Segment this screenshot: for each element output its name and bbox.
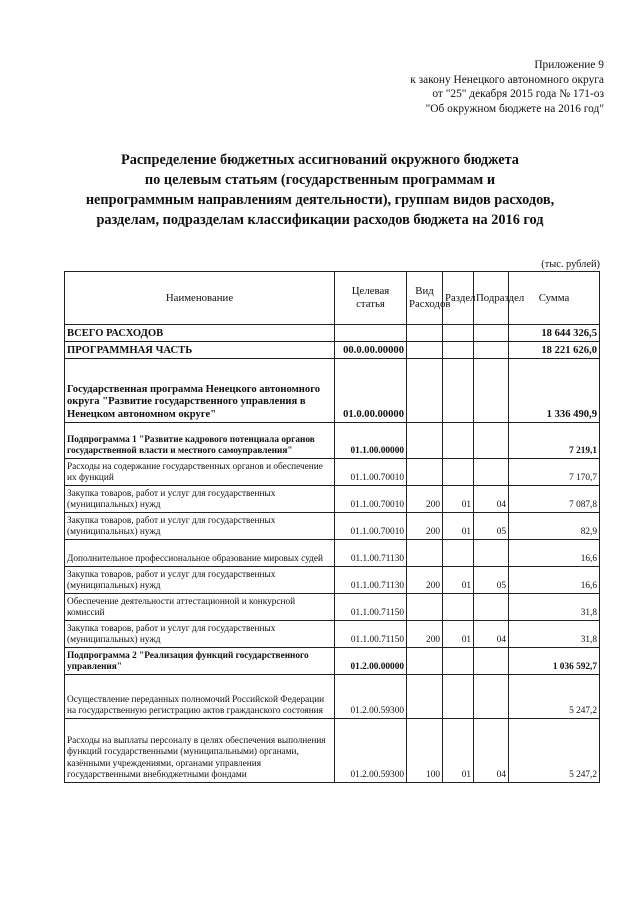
row-subsection	[474, 594, 509, 621]
row-sum: 1 336 490,9	[509, 359, 600, 423]
table-row	[65, 423, 600, 459]
row-sum: 82,9	[509, 513, 600, 540]
row-code: 01.1.00.00000	[335, 423, 407, 459]
header-target-article: Целевая статья	[335, 272, 407, 325]
row-kind: 200	[407, 513, 443, 540]
row-subsection: 04	[474, 621, 509, 648]
header-sum: Сумма	[509, 272, 600, 325]
row-section	[443, 540, 474, 567]
title-line-2: по целевым статьям (государственным программам и	[144, 172, 496, 188]
header-name: Наименование	[65, 272, 335, 325]
row-section	[443, 325, 474, 342]
row-name: Обеспечение деятельности аттестационной и конкурсной комиссий	[65, 594, 335, 621]
document-title	[40, 150, 600, 230]
row-code	[335, 325, 407, 342]
row-code: 01.0.00.00000	[335, 359, 407, 423]
table-row	[65, 675, 600, 719]
row-sum: 7 170,7	[509, 459, 600, 486]
appendix-line-4: "Об окружном бюджете на 2016 год"	[425, 102, 604, 115]
row-name: Осуществление переданных полномочий Российской Федерации на государственную регистрацию актов гражданского состояния	[65, 675, 335, 719]
table-row	[65, 359, 600, 423]
row-kind: 200	[407, 567, 443, 594]
row-name: ПРОГРАММНАЯ ЧАСТЬ	[65, 342, 335, 359]
row-sum: 16,6	[509, 540, 600, 567]
row-kind	[407, 594, 443, 621]
table-row	[65, 594, 600, 621]
table-row	[65, 342, 600, 359]
row-kind	[407, 459, 443, 486]
row-code: 01.1.00.70010	[335, 513, 407, 540]
row-name: Подпрограмма 2 "Реализация функций государственного управления"	[65, 648, 335, 675]
row-section	[443, 459, 474, 486]
row-name: Подпрограмма 1 "Развитие кадрового потенциала органов государственной власти и местного самоуправления"	[65, 423, 335, 459]
row-section: 01	[443, 621, 474, 648]
row-subsection: 04	[474, 486, 509, 513]
table-row	[65, 567, 600, 594]
row-subsection	[474, 459, 509, 486]
row-kind	[407, 359, 443, 423]
row-subsection	[474, 423, 509, 459]
row-code: 00.0.00.00000	[335, 342, 407, 359]
row-kind	[407, 325, 443, 342]
row-sum: 18 644 326,5	[509, 325, 600, 342]
row-section: 01	[443, 513, 474, 540]
row-code: 01.1.00.71130	[335, 540, 407, 567]
row-kind	[407, 423, 443, 459]
appendix-line-1: Приложение 9	[534, 59, 604, 71]
row-code: 01.1.00.71150	[335, 594, 407, 621]
row-subsection	[474, 342, 509, 359]
row-sum: 5 247,2	[509, 675, 600, 719]
row-subsection: 05	[474, 513, 509, 540]
row-section: 01	[443, 567, 474, 594]
row-section	[443, 423, 474, 459]
row-section	[443, 359, 474, 423]
row-code: 01.2.00.59300	[335, 719, 407, 783]
row-subsection	[474, 359, 509, 423]
header-section: Раздел	[443, 272, 474, 325]
table-row	[65, 719, 600, 783]
row-code: 01.2.00.59300	[335, 675, 407, 719]
table-row	[65, 486, 600, 513]
row-subsection	[474, 675, 509, 719]
row-subsection: 05	[474, 567, 509, 594]
row-name: Государственная программа Ненецкого автономного округа "Развитие государственного управления в Ненецком автономном округе"	[65, 359, 335, 423]
row-name: Расходы на содержание государственных органов и обеспечение их функций	[65, 459, 335, 486]
row-sum: 31,8	[509, 621, 600, 648]
row-section: 01	[443, 486, 474, 513]
table-row	[65, 540, 600, 567]
table-row	[65, 621, 600, 648]
row-code: 01.2.00.00000	[335, 648, 407, 675]
row-subsection: 04	[474, 719, 509, 783]
row-name: ВСЕГО РАСХОДОВ	[65, 325, 335, 342]
row-subsection	[474, 540, 509, 567]
row-name: Закупка товаров, работ и услуг для государственных (муниципальных) нужд	[65, 567, 335, 594]
row-sum: 5 247,2	[509, 719, 600, 783]
appendix-block	[304, 58, 604, 116]
row-section	[443, 594, 474, 621]
row-kind	[407, 675, 443, 719]
row-kind: 200	[407, 621, 443, 648]
row-name: Закупка товаров, работ и услуг для государственных (муниципальных) нужд	[65, 621, 335, 648]
row-kind: 200	[407, 486, 443, 513]
header-subsection: Подраздел	[474, 272, 509, 325]
title-line-1: Распределение бюджетных ассигнований окружного бюджета	[121, 152, 519, 168]
row-kind	[407, 648, 443, 675]
table-row	[65, 459, 600, 486]
row-code: 01.1.00.70010	[335, 459, 407, 486]
row-sum: 18 221 626,0	[509, 342, 600, 359]
units-label: (тыс. рублей)	[541, 259, 600, 270]
row-section	[443, 675, 474, 719]
row-section: 01	[443, 719, 474, 783]
row-sum: 1 036 592,7	[509, 648, 600, 675]
row-kind	[407, 342, 443, 359]
row-name: Закупка товаров, работ и услуг для государственных (муниципальных) нужд	[65, 486, 335, 513]
title-line-3: непрограммным направлениям деятельности), группам видов расходов,	[85, 192, 555, 208]
row-section	[443, 648, 474, 675]
row-section	[443, 342, 474, 359]
table-row	[65, 325, 600, 342]
budget-table	[64, 271, 600, 783]
appendix-line-3: от "25" декабря 2015 года № 171-оз	[432, 88, 604, 100]
row-sum: 7 087,8	[509, 486, 600, 513]
row-sum: 16,6	[509, 567, 600, 594]
row-sum: 31,8	[509, 594, 600, 621]
row-subsection	[474, 648, 509, 675]
row-code: 01.1.00.71150	[335, 621, 407, 648]
row-kind	[407, 540, 443, 567]
title-line-4: разделам, подразделам классификации расходов бюджета на 2016 год	[96, 212, 544, 228]
header-expense-kind: Вид Расходов	[407, 272, 443, 325]
row-subsection	[474, 325, 509, 342]
row-name: Закупка товаров, работ и услуг для государственных (муниципальных) нужд	[65, 513, 335, 540]
row-code: 01.1.00.71130	[335, 567, 407, 594]
table-row	[65, 513, 600, 540]
table-row	[65, 648, 600, 675]
row-kind: 100	[407, 719, 443, 783]
row-name: Расходы на выплаты персоналу в целях обеспечения выполнения функций государственными (муниципальными) органами, казёнными учреждениями, органами управления государственными внебюджетными фондами	[65, 719, 335, 783]
row-sum: 7 219,1	[509, 423, 600, 459]
row-code: 01.1.00.70010	[335, 486, 407, 513]
row-name: Дополнительное профессиональное образование мировых судей	[65, 540, 335, 567]
appendix-line-2: к закону Ненецкого автономного округа	[410, 73, 604, 86]
